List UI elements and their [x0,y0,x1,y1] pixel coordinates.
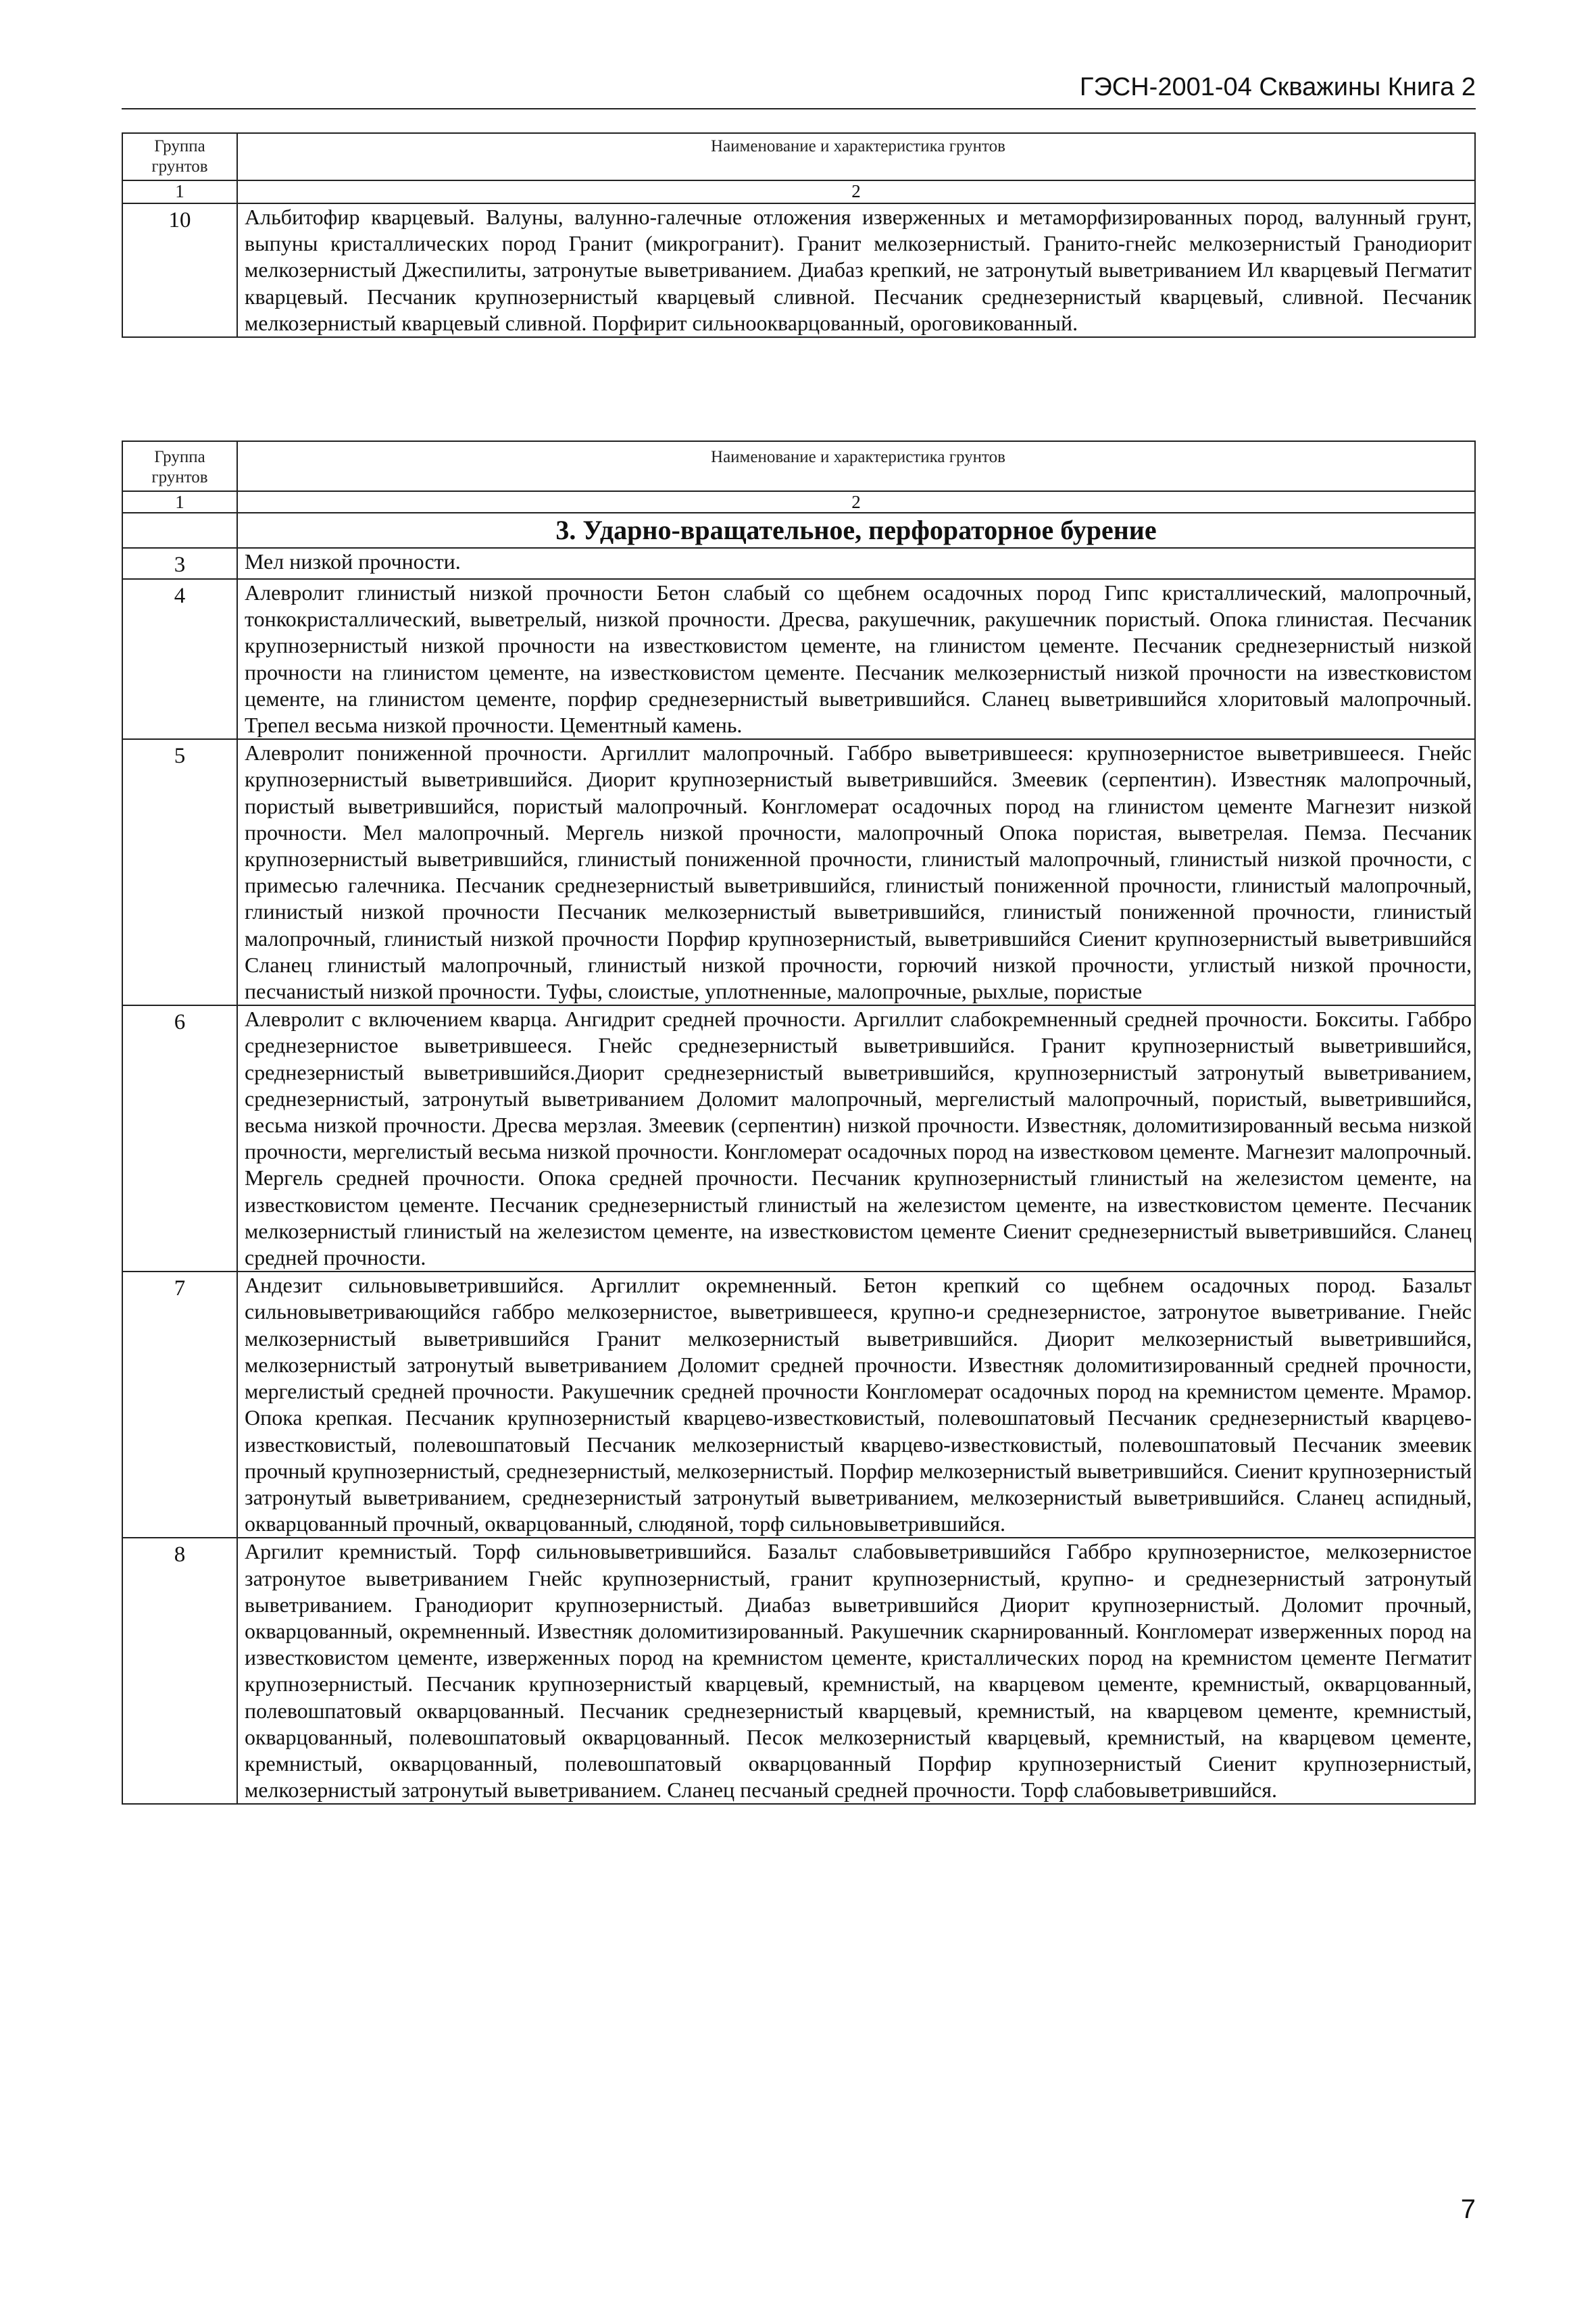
soil-description: Альбитофир кварцевый. Валуны, валунно-галечные отложения изверженных и метаморфизированных пород, валунный грунт, выпуны кристаллических пород Гранит (микрогранит). Гранит мелкозернистый. Гранито-гнейс мелкозернистый Гранодиорит мелкозернистый Джеспилиты, затронутые выветриванием. Диабаз крепкий, не затронутый выветриванием Ил кварцевый Пегматит кварцевый. Песчаник крупнозернистый кварцевый сливной. Песчаник среднезернистый кварцевый, сливной. Песчаник мелкозернистый кварцевый сливной. Порфирит сильноокварцованный, ороговикованный. [245,205,1472,335]
col-group-header: Группа грунтов [122,133,237,180]
section-title-row [122,513,1475,548]
soil-description: Алевролит пониженной прочности. Аргиллит малопрочный. Габбро выветрившееся: крупнозернистое выветрившееся. Гнейс крупнозернистый выветрившийся. Диорит крупнозернистый выветрившийся. Змеевик (серпентин). Известняк малопрочный, пористый выветрившийся, пористый малопрочный. Конгломерат осадочных пород на глинистом цементе Магнезит низкой прочности. Мел малопрочный. Мергель низкой прочности, малопрочный Опока пористая, выветрелая. Пемза. Песчаник крупнозернистый выветрившийся, глинистый пониженной прочности, глинистый малопрочный, глинистый низкой прочности, с примесью галечника. Песчаник среднезернистый выветрившийся, глинистый пониженной прочности, глинистый малопрочный, глинистый низкой прочности Песчаник мелкозернистый выветрившийся, глинистый пониженной прочности, глинистый малопрочный, глинистый низкой прочности Порфир крупнозернистый, выветрившийся Сиенит крупнозернистый выветрившийся Сланец глинистый малопрочный, глинистый низкой прочности, горючий низкой прочности, углистый низкой прочности, песчанистый низкой прочности. Туфы, слоистые, уплотненные, малопрочные, рыхлые, пористые [245,740,1472,1004]
header-title: ГЭСН-2001-04 Скважины Книга 2 [1079,73,1476,101]
group-number: 6 [174,1010,186,1035]
col-number-1: 1 [175,492,184,512]
column-numbers-row [122,491,1475,513]
col-desc-header: Наименование и характеристика грунтов [237,133,1475,180]
soil-table-percussion-rotary [122,441,1476,1805]
table-row [122,548,1475,579]
table-row [122,579,1475,739]
table-row [122,1272,1475,1538]
group-number: 4 [174,584,186,608]
col-number-1: 1 [175,181,184,201]
soil-table-continued [122,132,1476,338]
table-header-row [122,133,1475,180]
page-header [122,70,1476,109]
column-numbers-row [122,180,1475,203]
table-row [122,739,1475,1005]
table-row [122,1005,1475,1272]
table-header-row [122,441,1475,491]
group-number: 3 [174,553,186,577]
col-number-2: 2 [851,492,861,512]
soil-description: Алевролит с включением кварца. Ангидрит средней прочности. Аргиллит слабокремненный средней прочности. Бокситы. Габбро среднезернистое выветрившееся. Гнейс среднезернистый выветрившийся. Гранит крупнозернистый выветрившийся, среднезернистый выветрившийся.Диорит среднезернистый выветрившийся, крупнозернистый затронутый выветриванием, среднезернистый, затронутый выветриванием Доломит малопрочный, мергелистый малопрочный, пористый, выветрившийся, весьма низкой прочности. Дресва мерзлая. Змеевик (серпентин) низкой прочности. Известняк, доломитизированный весьма низкой прочности, мергелистый весьма низкой прочности. Конгломерат осадочных пород на известковом цементе. Магнезит малопрочный. Мергель средней прочности. Опока средней прочности. Песчаник крупнозернистый глинистый на железистом цементе, на известковистом цементе. Песчаник среднезернистый глинистый на железистом цементе, на известковистом цементе. Песчаник мелкозернистый глинистый на железистом цементе, на известковистом цементе Сиенит среднезернистый выветрившийся. Сланец средней прочности. [245,1007,1472,1270]
group-number: 5 [174,744,186,769]
soil-description: Аргилит кремнистый. Торф сильновыветрившийся. Базальт слабовыветрившийся Габбро крупнозернистое, мелкозернистое затронутое выветриванием Гнейс крупнозернистый, гранит крупнозернистый, крупно- и среднезернистый затронутый выветриванием. Гранодиорит крупнозернистый. Диабаз выветрившийся Диорит крупнозернистый. Доломит прочный, окварцованный, окремненный. Известняк доломитизированный. Ракушечник скарнированный. Конгломерат изверженных пород на известковистом цементе, изверженных пород на кремнистом цементе, кристаллических пород на кремнистом цементе Пегматит крупнозернистый. Песчаник крупнозернистый кварцевый, кремнистый, на кварцевом цементе, кремнистый, окварцованный, полевошпатовый окварцованный. Песчаник среднезернистый кварцевый, кремнистый, на кварцевом цементе, кремнистый, окварцованный, полевошпатовый окварцованный. Песок мелкозернистый кварцевый, кремнистый, на кварцевом цементе, кремнистый, окварцованный, полевошпатовый окварцованный Порфир крупнозернистый Сиенит крупнозернистый, мелкозернистый затронутый выветриванием. Сланец песчаный средней прочности. Торф слабовыветрившийся. [245,1539,1472,1803]
section-title: 3. Ударно-вращательное, перфораторное бурение [555,515,1157,545]
col-group-header: Группа грунтов [122,441,237,491]
group-number: 7 [174,1276,186,1301]
col-desc-header: Наименование и характеристика грунтов [237,441,1475,491]
table-row [122,1538,1475,1804]
col-number-2: 2 [851,181,861,201]
group-number: 10 [168,208,191,232]
soil-description: Мел низкой прочности. [245,549,461,574]
group-number: 8 [174,1542,186,1567]
soil-description: Андезит сильновыветрившийся. Аргиллит окремненный. Бетон крепкий со щебнем осадочных пород. Базальт сильновыветривающийся габбро мелкозернистое, выветрившееся, крупно-и среднезернистое, затронутое выветривание. Гнейс мелкозернистый выветрившийся Гранит мелкозернистый выветрившийся. Диорит мелкозернистый выветрившийся, мелкозернистый затронутый выветриванием Доломит средней прочности. Известняк доломитизированный средней прочности, мергелистый средней прочности. Ракушечник средней прочности Конгломерат осадочных пород на кремнистом цементе. Мрамор. Опока крепкая. Песчаник крупнозернистый кварцево-известковистый, полевошпатовый Песчаник среднезернистый кварцево-известковистый, полевошпатовый Песчаник мелкозернистый кварцево-известковистый, полевошпатовый Песчаник змеевик прочный крупнозернистый, среднезернистый, мелкозернистый. Порфир мелкозернистый выветрившийся. Сиенит крупнозернистый затронутый выветриванием, среднезернистый затронутый выветриванием, мелкозернистый выветрившийся. Сланец аспидный, окварцованный прочный, окварцованный, слюдяной, торф сильновыветрившийся. [245,1273,1472,1536]
page-number: 7 [1460,2194,1476,2224]
table-row [122,203,1475,337]
soil-description: Алевролит глинистый низкой прочности Бетон слабый со щебнем осадочных пород Гипс кристаллический, малопрочный, тонкокристаллический, выветрелый, низкой прочности. Дресва, ракушечник, ракушечник пористый. Опока глинистая. Песчаник крупнозернистый низкой прочности на известковистом цементе, на глинистом цементе. Песчаник среднезернистый низкой прочности на глинистом цементе, на известковистом цементе. Песчаник мелкозернистый низкой прочности на известковистом цементе, на глинистом цементе, порфир среднезернистый выветрившийся. Сланец выветрившийся хлоритовый малопрочный. Трепел весьма низкой прочности. Цементный камень. [245,580,1472,738]
